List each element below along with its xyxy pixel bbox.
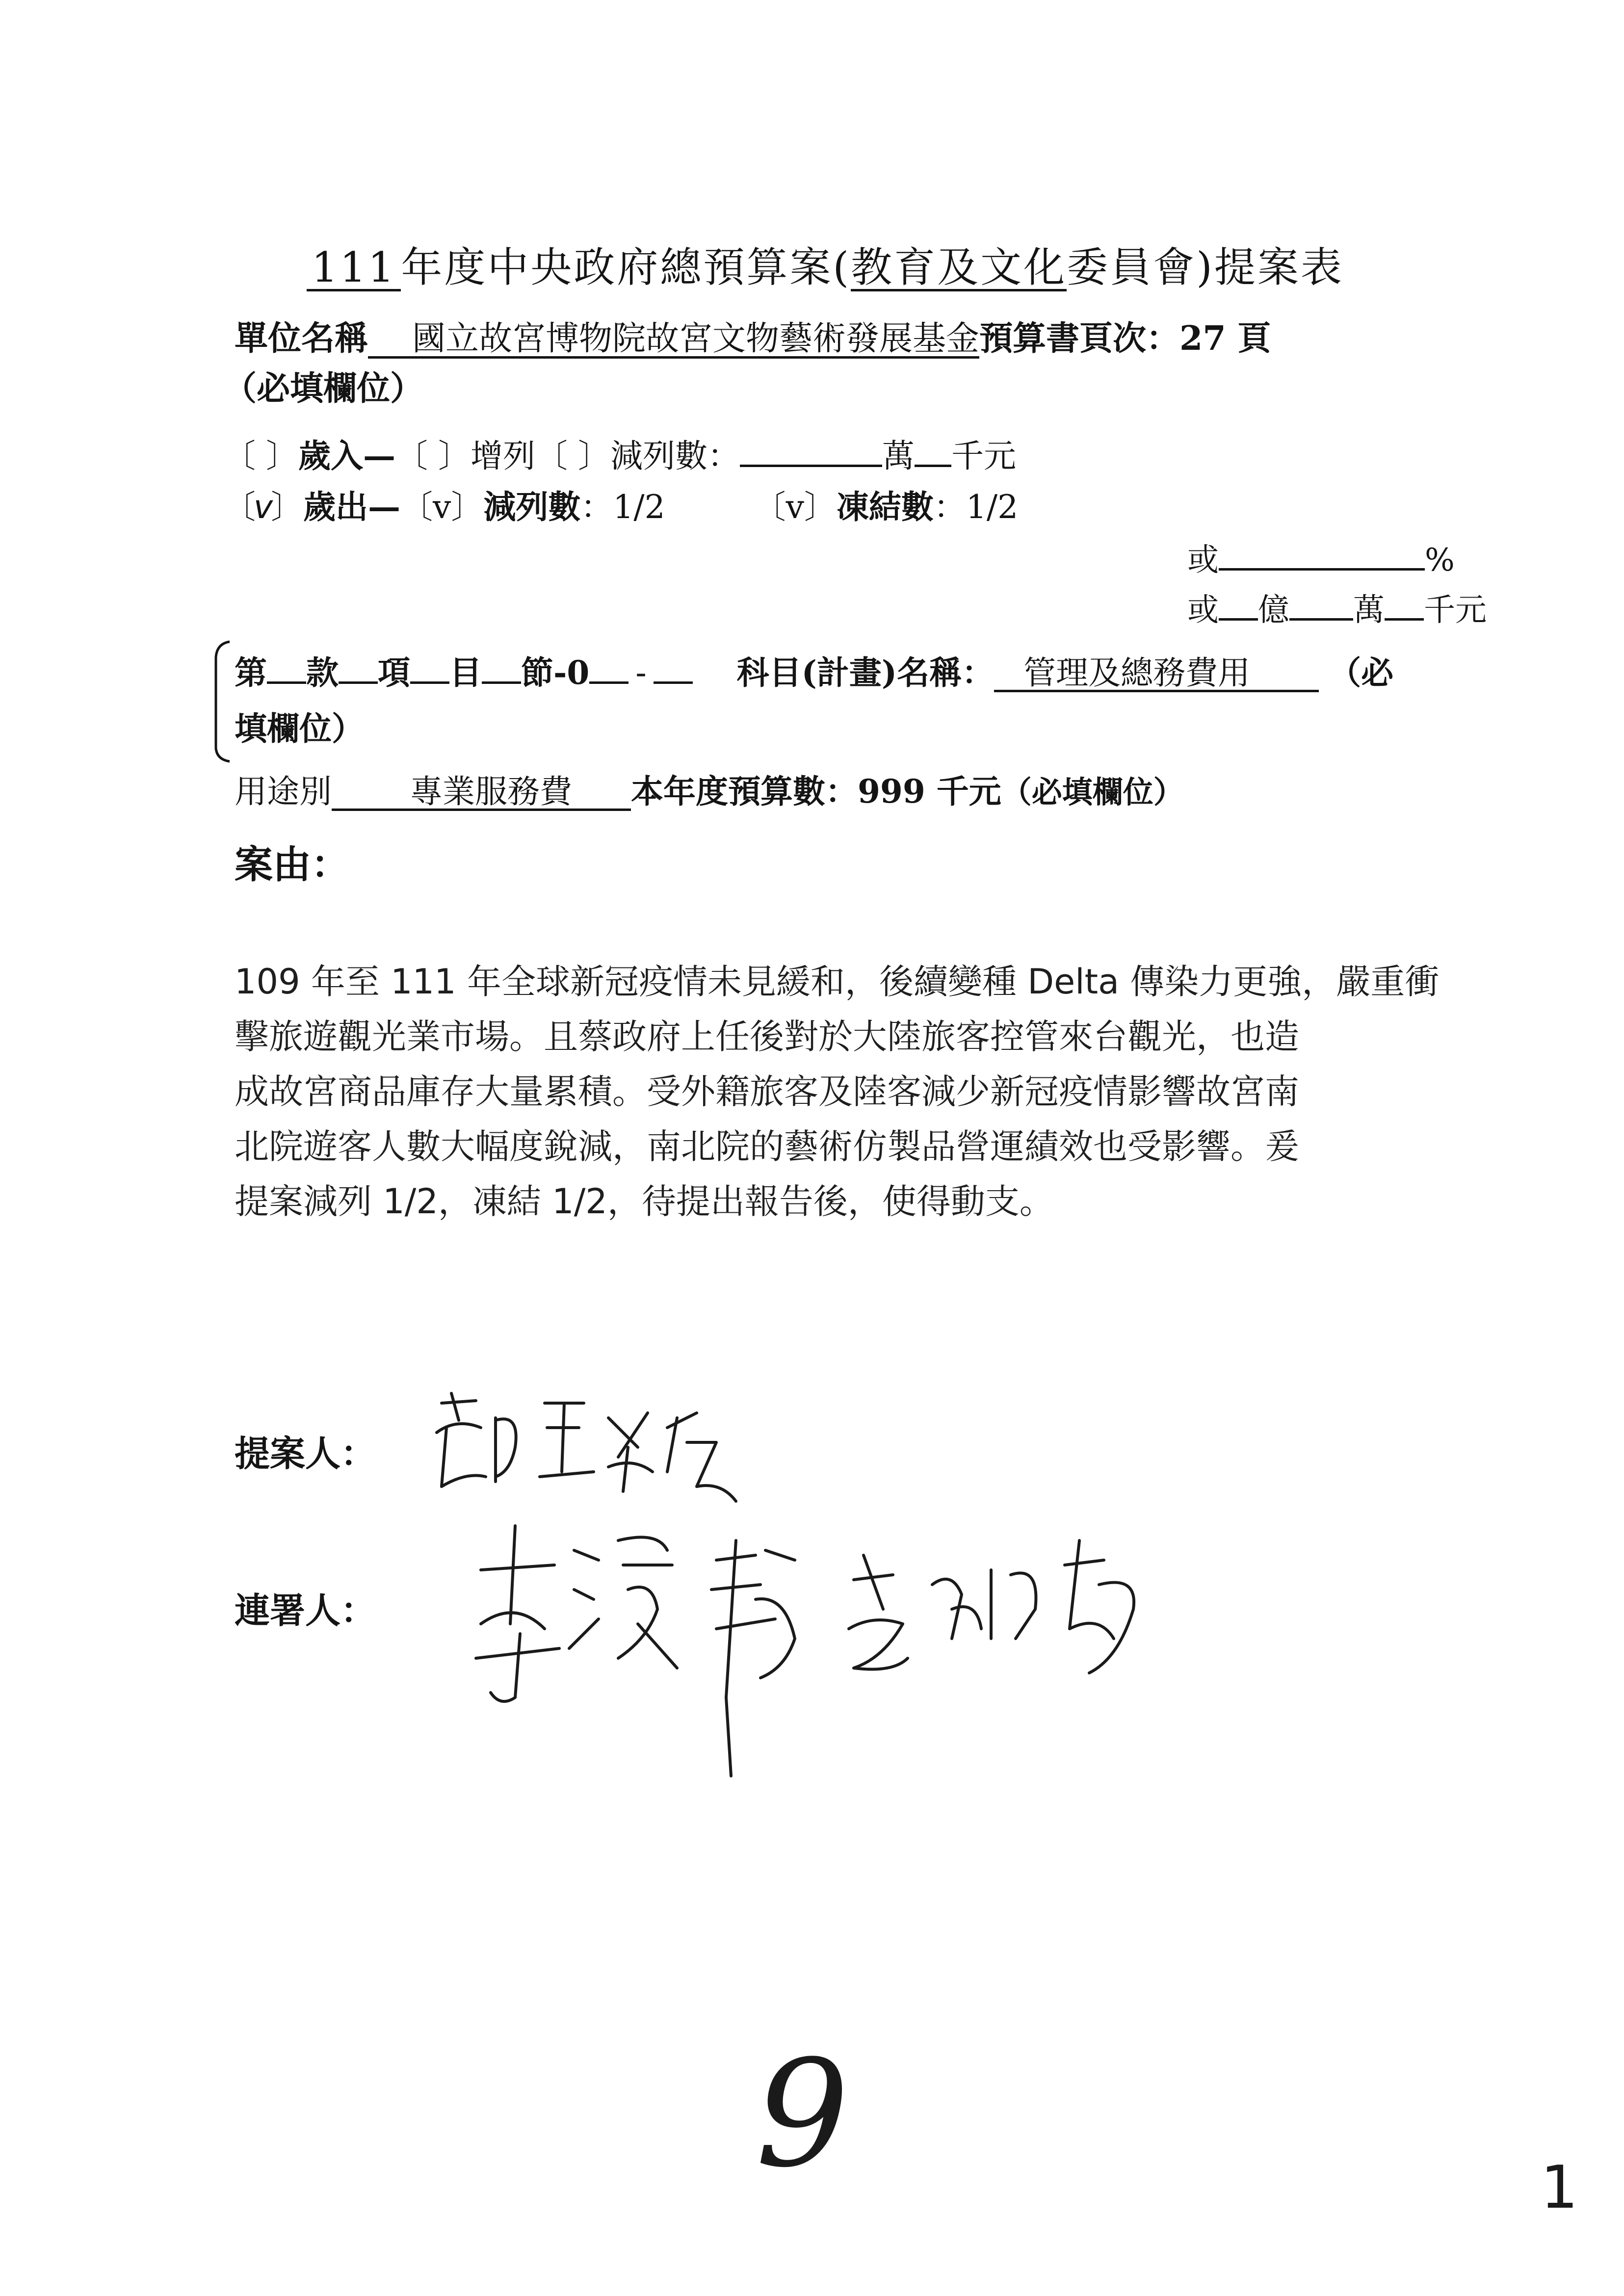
cut-label: 減列數 — [483, 488, 581, 526]
subject-bracket-mark — [206, 638, 236, 765]
proposer-label: 提案人： — [235, 1433, 376, 1474]
subject-name-label: 科目(計畫)名稱： — [736, 653, 995, 692]
revenue-qian-blank — [915, 432, 951, 467]
title-year: 111 — [307, 246, 401, 291]
reason-line: 提案減列 1/2，凍結 1/2，待提出報告後，使得動支。 — [235, 1181, 1054, 1222]
budget-page-number: 預算書頁次：27 頁 — [979, 319, 1271, 358]
unit-name: 國立故宮博物院故宮文物藝術發展基金 — [368, 321, 979, 359]
alt-amount-line: 或 億 萬 千元 — [1187, 585, 1487, 630]
freeze-checkbox: 〔v〕 — [753, 488, 837, 526]
proposer-signature — [422, 1374, 765, 1521]
expenditure-label: 歲出— — [303, 488, 401, 526]
alt-percent-blank — [1219, 537, 1425, 571]
freeze-label: 凍結數 — [836, 488, 934, 526]
reason-label: 案由： — [235, 842, 350, 887]
subject-jie: 節-0 — [521, 653, 590, 692]
title-committee: 教育及文化 — [851, 243, 1067, 291]
revenue-increase: 〔 〕增列 — [395, 437, 535, 475]
expenditure-line — [223, 481, 1018, 527]
revenue-unit-qian: 千元 — [951, 437, 1016, 475]
revenue-label: 歲入— — [298, 437, 395, 475]
cut-value: ：1/2 — [580, 488, 665, 526]
unit-required-note: （必填欄位） — [223, 369, 424, 408]
cut-checkbox: 〔v〕 — [400, 488, 484, 526]
title-prefix: 年度中央政府總預算案( — [401, 243, 851, 291]
budget-amount: 本年度預算數：999 千元 — [631, 772, 1001, 810]
revenue-line — [223, 430, 1016, 476]
expenditure-checkbox: 〔v〕 — [223, 488, 304, 526]
margin-mark: 1 — [1541, 2154, 1578, 2222]
reason-line: 成故宮商品庫存大量累積。受外籍旅客及陸客減少新冠疫情影響故宮南 — [235, 1071, 1299, 1112]
revenue-decrease: 〔 〕減列數： — [535, 437, 740, 475]
revenue-unit-wan: 萬 — [882, 437, 915, 475]
alt-yi-blank — [1219, 587, 1258, 621]
subject-required-b: 填欄位） — [235, 709, 364, 748]
reason-body — [235, 954, 1439, 1229]
subject-required-a: （必 — [1329, 653, 1394, 692]
freeze-value: ：1/2 — [933, 488, 1019, 526]
title-suffix: 委員會)提案表 — [1067, 243, 1344, 291]
usage-required: （必填欄位） — [1001, 774, 1184, 810]
reason-line: 109 年至 111 年全球新冠疫情未見緩和，後續變種 Delta 傳染力更強，嚴重衝 — [235, 962, 1440, 1002]
alt-qian-blank — [1385, 587, 1424, 621]
unit-label: 單位名稱 — [235, 319, 368, 358]
cosigner-signature — [461, 1511, 1173, 1786]
subject-name-value: 管理及總務費用 — [994, 656, 1319, 692]
page-number: 9 — [756, 2029, 849, 2200]
usage-value: 專業服務費 — [332, 775, 631, 811]
expenditure-check-mark: v — [254, 488, 273, 526]
revenue-amount-blank — [740, 432, 882, 467]
alt-percent-line: 或 % — [1187, 535, 1455, 580]
subject-line: 第 款 項 目 節-0 - 科目(計畫)名稱： 管理及總務費用 （必 — [235, 647, 1393, 693]
alt-wan-blank — [1289, 587, 1353, 621]
unit-line — [235, 312, 1271, 360]
cosigner-label: 連署人： — [235, 1590, 376, 1631]
form-title — [307, 235, 1344, 294]
usage-line — [235, 765, 1184, 812]
reason-line: 擊旅遊觀光業市場。且蔡政府上任後對於大陸旅客控管來台觀光，也造 — [235, 1017, 1299, 1057]
reason-line: 北院遊客人數大幅度銳減，南北院的藝術仿製品營運績效也受影響。爰 — [235, 1126, 1299, 1167]
revenue-checkbox: 〔 〕 — [223, 437, 298, 475]
usage-label: 用途別 — [235, 773, 332, 810]
